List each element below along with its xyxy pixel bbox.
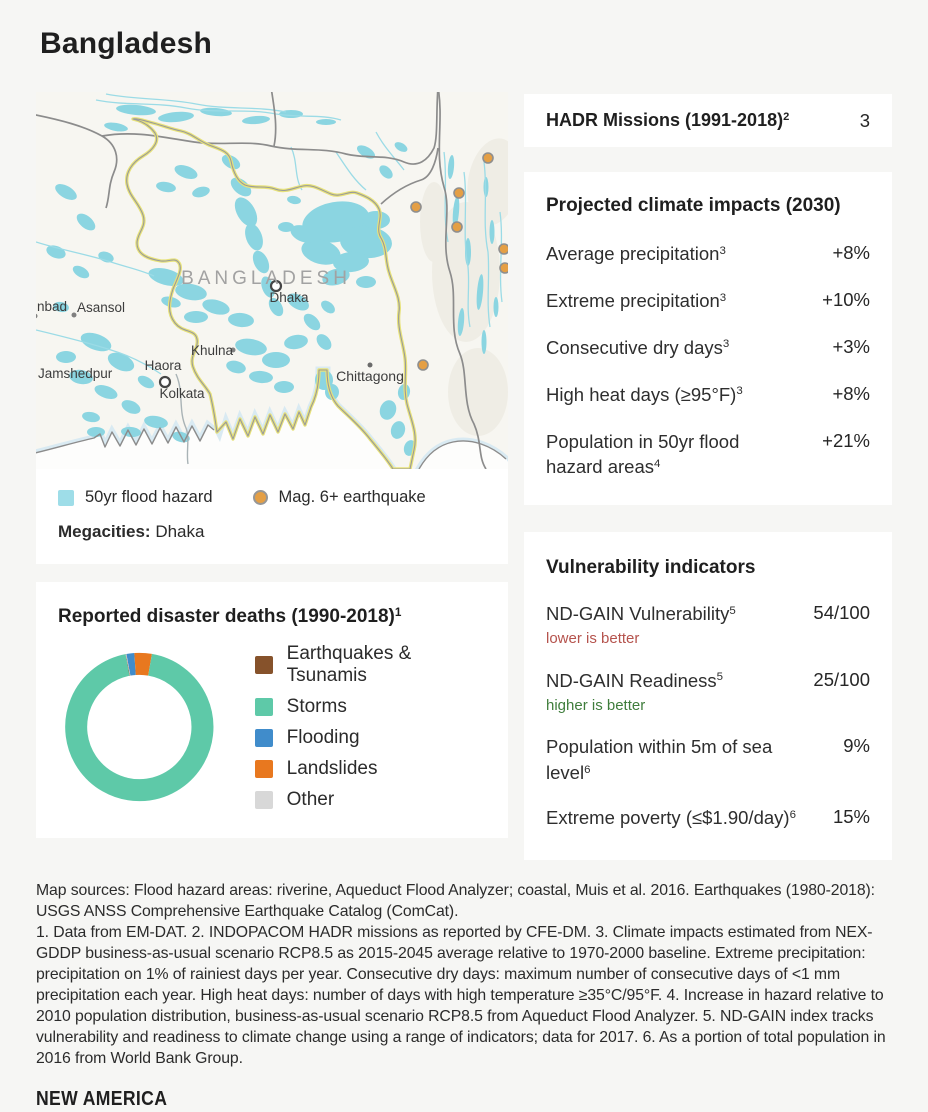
vrow-nd-gain-vulnerability: ND-GAIN Vulnerability$^5$ 54/100 lower is better xyxy=(546,602,870,648)
vrow-extreme-poverty: Extreme poverty (≤$1.90/day)$^6$ 15% xyxy=(546,805,870,828)
heat-days-value: +8% xyxy=(832,382,870,404)
vulnerability-title: Vulnerability indicators xyxy=(546,557,756,579)
dhanbad-label: nbad xyxy=(37,299,68,314)
flood-legend-label: 50yr flood hazard xyxy=(85,488,213,506)
donut-chart xyxy=(58,642,221,812)
landslides-swatch xyxy=(255,760,273,778)
chittagong-dot xyxy=(368,363,373,368)
khulna-label: Khulna xyxy=(190,343,234,358)
earthquakes-swatch xyxy=(255,656,273,674)
disaster-deaths-card xyxy=(36,582,508,838)
legend-item-storms: Storms xyxy=(255,696,486,718)
dry-days-value: +3% xyxy=(832,335,870,357)
storms-swatch xyxy=(255,698,273,716)
megacities-line xyxy=(36,507,508,564)
chittagong-label: Chittagong xyxy=(336,368,404,384)
vrow-nd-gain-readiness: ND-GAIN Readiness$^5$ 25/100 higher is better xyxy=(546,668,870,714)
dhaka-label: Dhaka xyxy=(269,290,309,305)
legend-item-other: Other xyxy=(255,789,486,811)
donut-chart-area xyxy=(58,642,486,812)
country-label: BANGLADESH xyxy=(181,268,351,289)
footnotes xyxy=(36,880,892,1069)
nd-gain-vulnerability-value: 54/100 xyxy=(813,602,870,624)
hadr-missions-card xyxy=(524,94,892,147)
kolkata-label: Kolkata xyxy=(159,386,205,401)
earthquake-legend-swatch xyxy=(253,490,268,505)
stat-row-flood-pop: Population in 50yr flood hazard areas$^4$ +21% xyxy=(546,429,870,478)
asansol-dot xyxy=(72,313,77,318)
left-column xyxy=(36,92,508,838)
donut-segment-flooding xyxy=(128,664,135,665)
legend-item-earthquakes: Earthquakes & Tsunamis xyxy=(255,643,486,687)
nd-gain-readiness-note: higher is better xyxy=(546,696,646,714)
flood-pop-value: +21% xyxy=(822,429,870,451)
haora-label: Haora xyxy=(144,358,182,373)
hadr-missions-value: 3 xyxy=(859,109,870,131)
vulnerability-card xyxy=(524,532,892,859)
megacities-label: Megacities: xyxy=(58,522,151,541)
legend-item-landslides: Landslides xyxy=(255,758,486,780)
jamshedpur-label: Jamshedpur xyxy=(38,366,113,381)
content-columns xyxy=(36,92,892,860)
sea-level-pop-value: 9% xyxy=(843,735,870,757)
map-card xyxy=(36,92,508,564)
map-sources-text: Map sources: Flood hazard areas: riverine, Aqueduct Flood Analyzer; coastal, Muis et al. 2016. Earthquakes (1980-2018): USGS ANSS Comprehensive Earthquake Catalog (ComCat). xyxy=(36,881,875,920)
hazard-map xyxy=(36,92,508,469)
climate-impacts-title: Projected climate impacts (2030) xyxy=(546,195,841,216)
flooding-swatch xyxy=(255,729,273,747)
asansol-label: Asansol xyxy=(76,300,126,315)
disaster-deaths-title: Reported disaster deaths (1990-2018)$^1$ xyxy=(58,605,402,627)
flood-legend-swatch xyxy=(58,490,74,506)
donut-segment-landslides xyxy=(135,664,150,665)
stat-row-heat-days: High heat days (≥95°F)$^3$ +8% xyxy=(546,382,870,405)
notes-text: 1. Data from EM-DAT. 2. INDOPACOM HADR missions as reported by CFE-DM. 3. Climate impacts estimated from NEX-GDDP business-as-usual scenario RCP8.5 as 2015-2045 average relative to 1970-2000 baseline. Extreme precipitation: precipitation on 1% of rainiest days per year. Consecutive dry days: maximum number of consecutive days of <1 mm precipitation each year. High heat days: number of days with high temperature ≥35°C/95°F. 4. Increase in hazard relative to 2010 population distribution, business-as-usual scenario RCP8.5 from Aqueduct Flood Analyzer. 5. ND-GAIN index tracks vulnerability and readiness to climate change using a range of indicators; data for 2017. 6. As a portion of total population in 2016 from World Bank Group. xyxy=(36,923,886,1067)
stat-row-avg-precip: Average precipitation$^3$ +8% xyxy=(546,242,870,264)
extreme-poverty-value: 15% xyxy=(832,805,870,827)
new-america-logo: NEW AMERICA xyxy=(36,1087,168,1110)
donut-segment-storms xyxy=(76,665,202,790)
other-swatch xyxy=(255,791,273,809)
avg-precip-value: +8% xyxy=(832,242,870,263)
stat-row-extreme-precip: Extreme precipitation$^3$ +10% xyxy=(546,288,870,311)
megacities-value: Dhaka xyxy=(155,522,205,541)
right-column xyxy=(524,92,892,860)
earthquake-legend-label: Mag. 6+ earthquake xyxy=(278,488,426,506)
map-legend xyxy=(36,469,508,507)
climate-impacts-card xyxy=(524,172,892,505)
nd-gain-vulnerability-note: lower is better xyxy=(546,630,640,648)
donut-legend xyxy=(255,643,486,811)
nd-gain-readiness-value: 25/100 xyxy=(813,668,870,690)
page-title: Bangladesh xyxy=(40,27,213,60)
vrow-sea-level-pop: Population within 5m of sea level$^6$ 9% xyxy=(546,735,870,784)
stat-row-dry-days: Consecutive dry days$^3$ +3% xyxy=(546,335,870,358)
extreme-precip-value: +10% xyxy=(822,288,870,310)
hadr-missions-label: HADR Missions (1991-2018)$^2$ xyxy=(546,110,790,130)
legend-item-flooding: Flooding xyxy=(255,727,486,749)
